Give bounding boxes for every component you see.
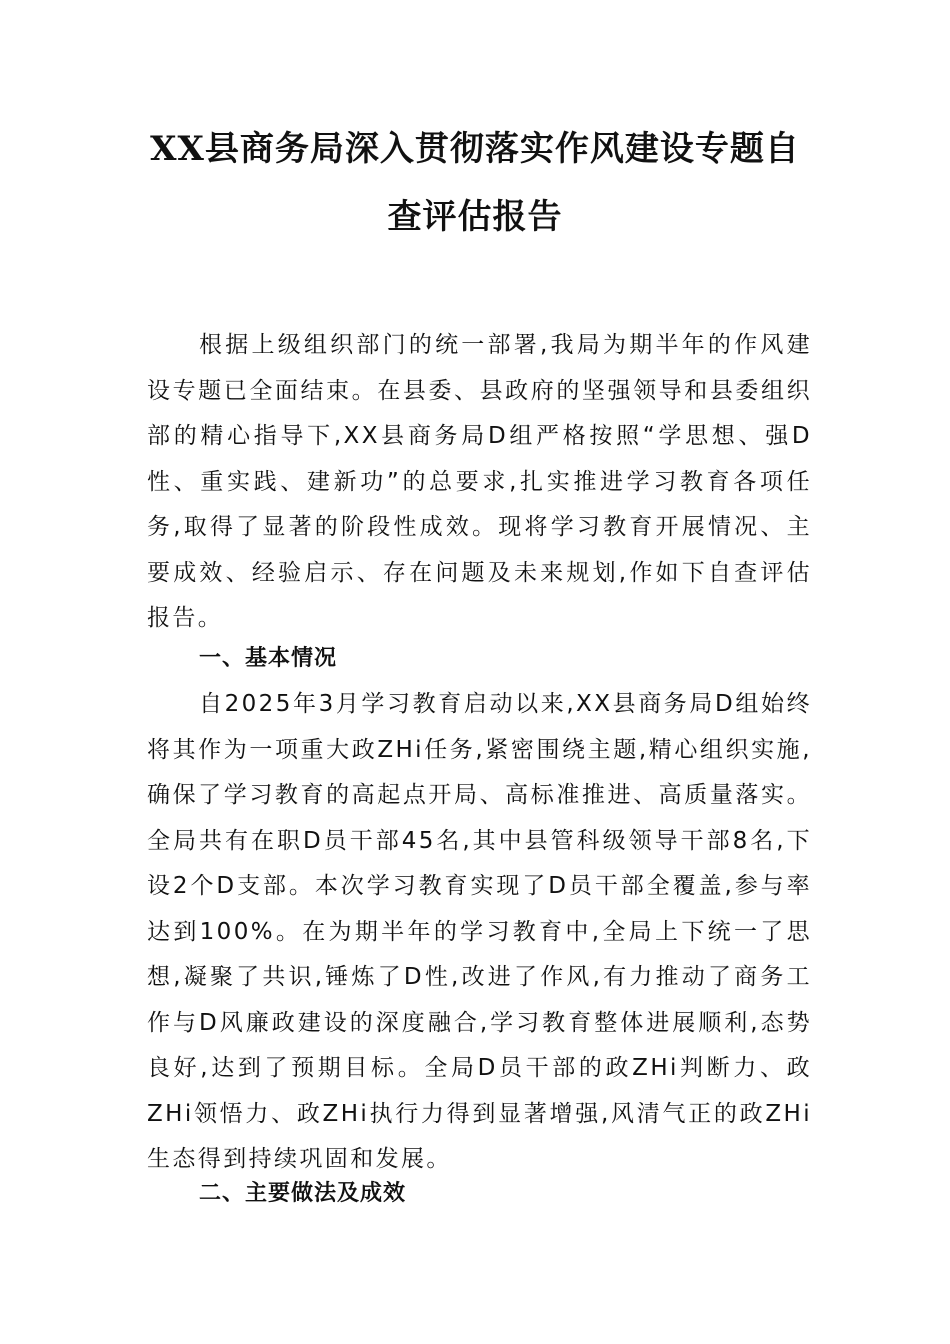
section-2-heading-block xyxy=(147,1171,812,1217)
section-2-heading: 二、主要做法及成效 xyxy=(199,1181,407,1206)
section-1-heading-block xyxy=(147,636,812,682)
section-1-heading: 一、基本情况 xyxy=(199,646,338,671)
section-1-body xyxy=(147,682,812,1183)
intro-section xyxy=(147,323,812,642)
section-1-paragraph: 自2025年3月学习教育启动以来,XX县商务局D组始终将其作为一项重大政ZHi任务,紧密围绕主题,精心组织实施,确保了学习教育的高起点开局、高标准推进、高质量落实。全局共有在职D员干部45名,其中县管科级领导干部8名,下设2个D支部。本次学习教育实现了D员干部全覆盖,参与率达到100%。在为期半年的学习教育中,全局上下统一了思想,凝聚了共识,锤炼了D性,改进了作风,有力推动了商务工作与D风廉政建设的深度融合,学习教育整体进展顺利,态势良好,达到了预期目标。全局D员干部的政ZHi判断力、政ZHi领悟力、政ZHi执行力得到显著增强,风清气正的政ZHi生态得到持续巩固和发展。 xyxy=(147,691,812,1172)
intro-paragraph: 根据上级组织部门的统一部署,我局为期半年的作风建设专题已全面结束。在县委、县政府的坚强领导和县委组织部的精心指导下,XX县商务局D组严格按照“学思想、强D性、重实践、建新功”的总要求,扎实推进学习教育各项任务,取得了显著的阶段性成效。现将学习教育开展情况、主要成效、经验启示、存在问题及未来规划,作如下自查评估报告。 xyxy=(147,332,812,631)
document-title-line-2: 查评估报告 xyxy=(387,197,563,237)
document-title-line-1: XX县商务局深入贯彻落实作风建设专题自 xyxy=(150,129,800,169)
